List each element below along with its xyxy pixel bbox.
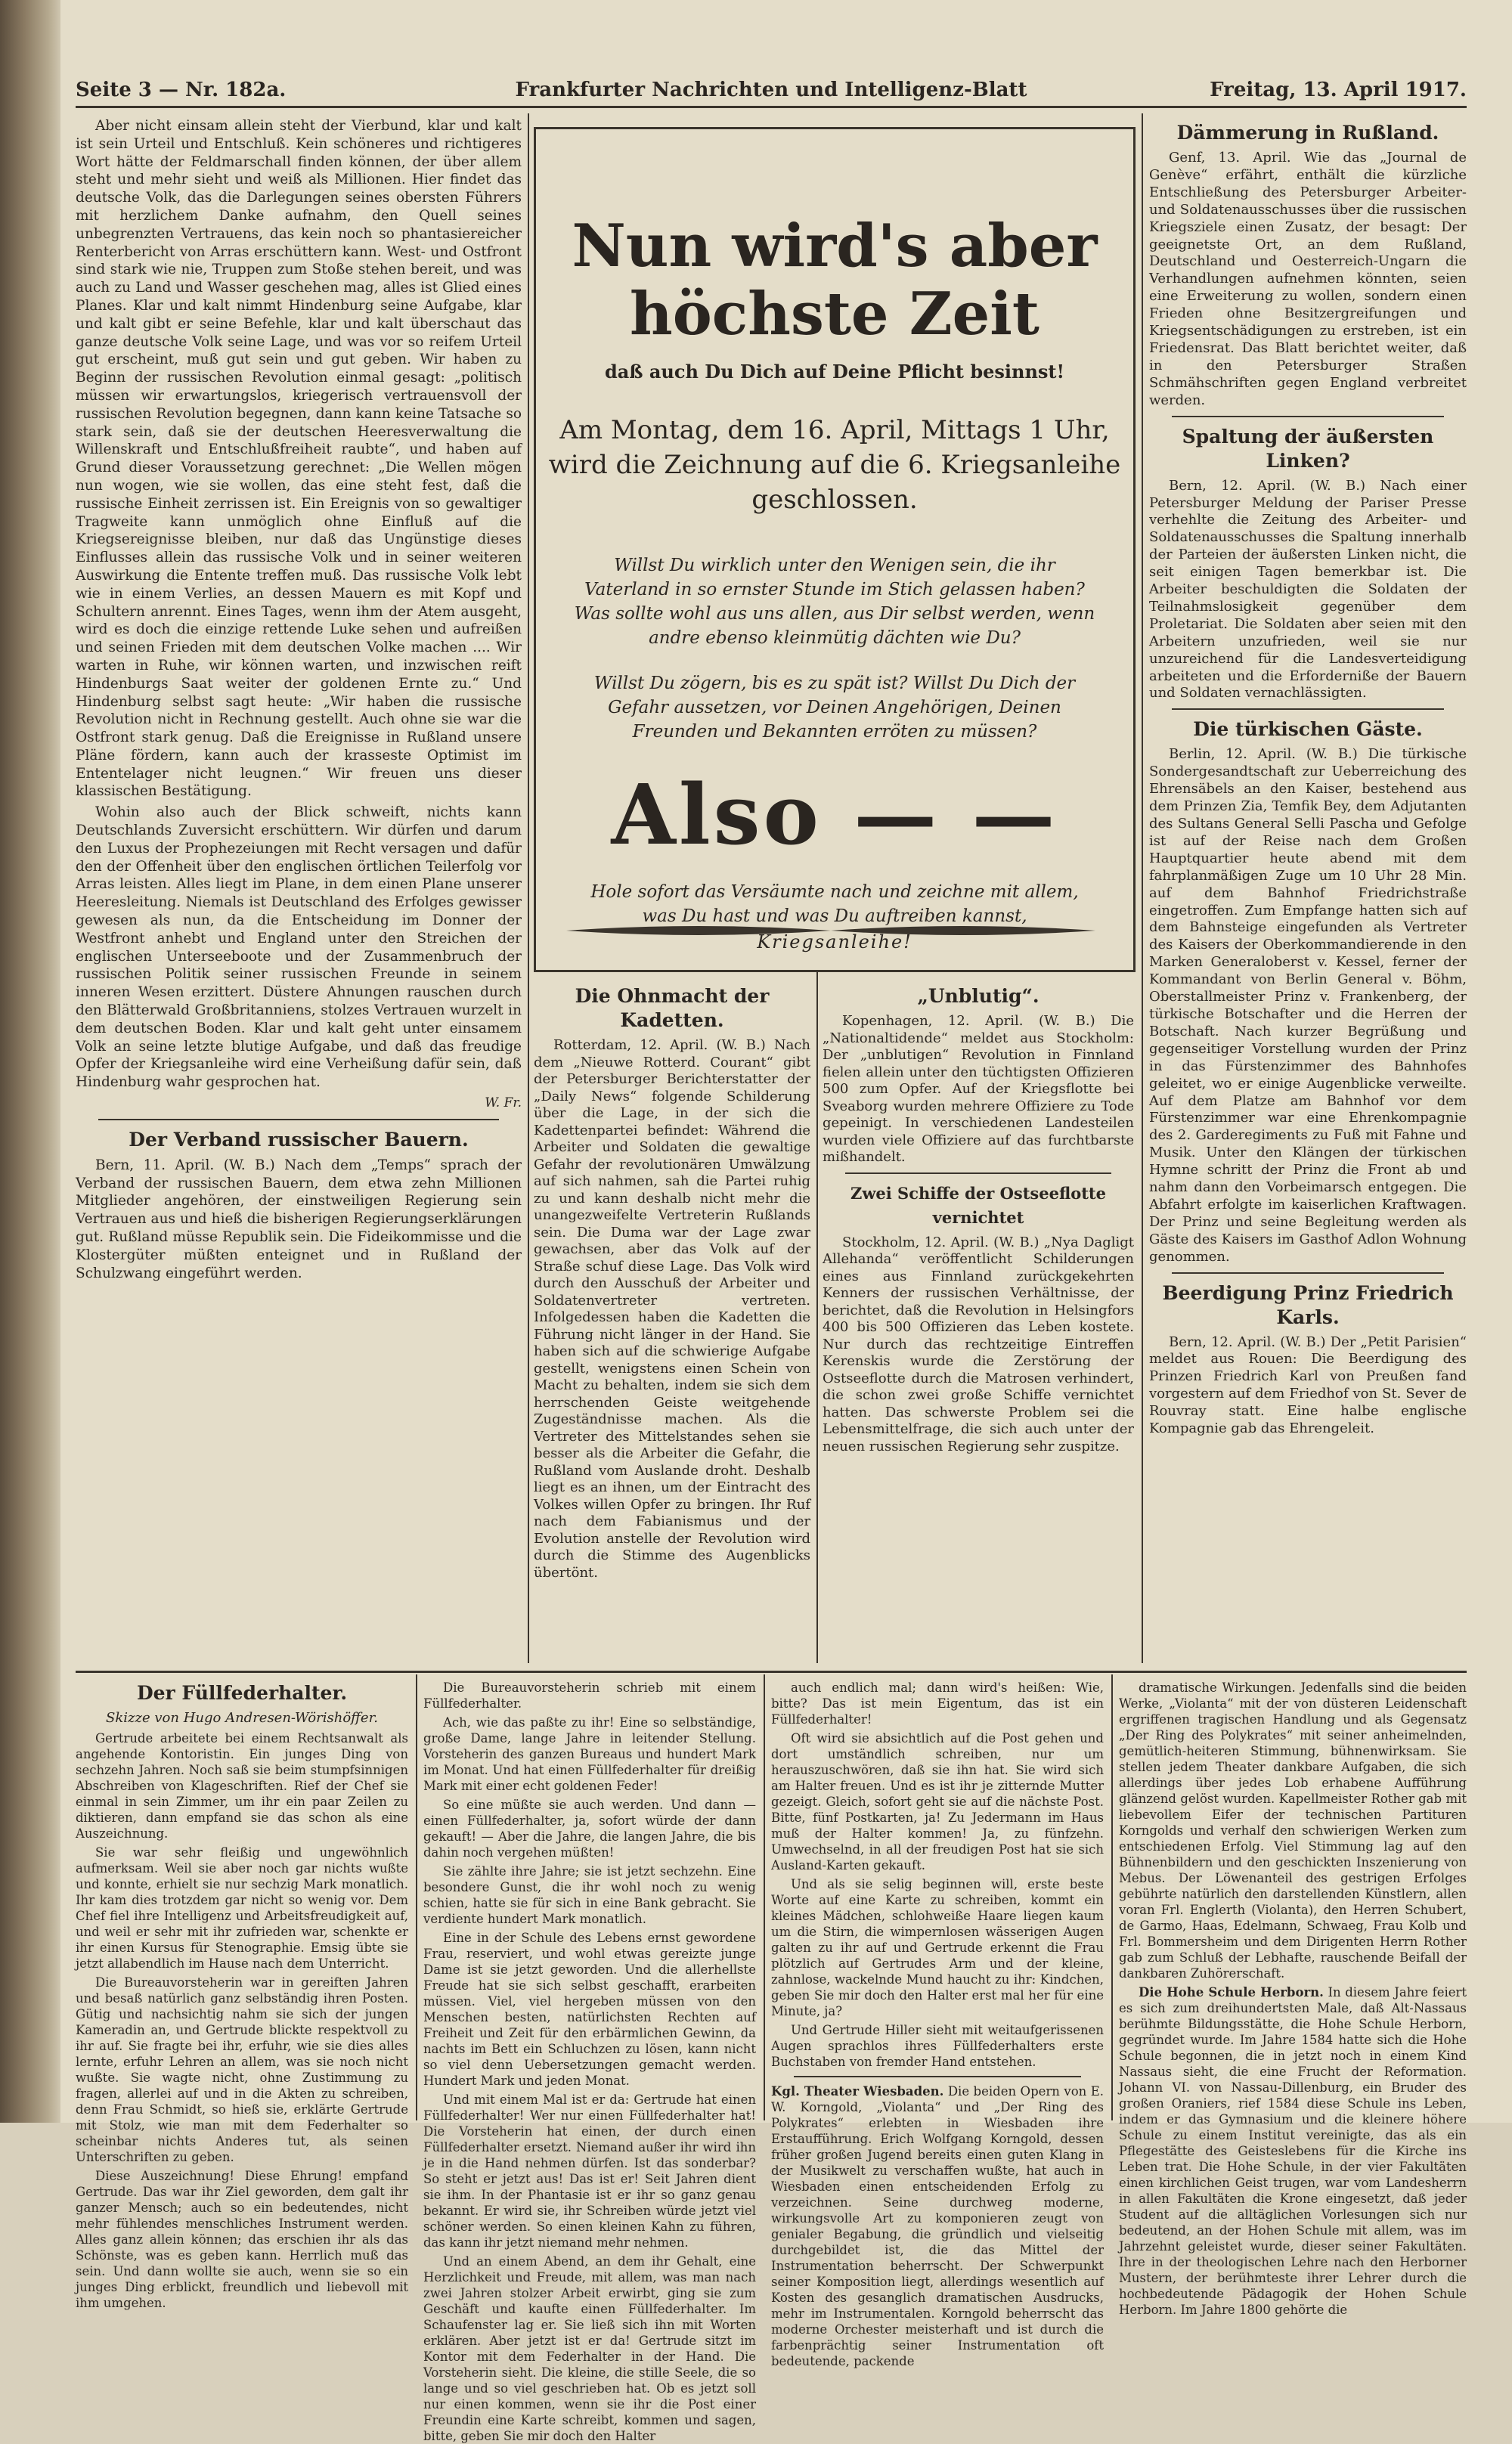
book-binding [0, 0, 60, 2123]
article-paragraph: Wohin also auch der Blick schweift, nichts kann Deutschlands Zuversicht erschüttern. Wir dürfen und darum den Luxus der Prophezeiungen mit Recht versagen und dafür den der Offenheit über den englischen örtlichen Teilerfolg vor Arras leisten. Alles liegt im Plane, in dem einen Plane unserer Heeresleitung. Niemals ist Deutschland des Erfolges gewisser gewesen als nun, da die Entscheidung im Donner der Westfront anhebt und England unter den Streichen der englischen Unterseeboote und der Zusammenbruch der russischen Politik seiner russischen Freunde in seinem inneren Wesen erzittert. Düstere Ahnungen rauschen durch den Blätterwald Großbritanniens, stolzes Vertrauen wurzelt in dem deutschen Boden. Klar und kalt geht unter einsamem Volk an seine letzte blutige Aufgabe, und daß das freudige Opfer der Kriegsanleihe wird eine Verheißung dafür sein, daß Hindenburg wahr gesprochen hat. [76, 804, 522, 1091]
column-rule [416, 1674, 417, 2120]
feuilleton-col-3 [771, 1680, 1104, 2368]
page-number: Seite 3 — Nr. 182a. [76, 79, 287, 101]
herborn-headline: Die Hohe Schule Herborn. [1139, 1985, 1324, 1999]
section-divider [794, 2076, 1081, 2077]
headline-daemmerung: Dämmerung in Rußland. [1176, 122, 1439, 144]
theater-headline: Kgl. Theater Wiesbaden. [771, 2084, 944, 2099]
column-2-kadetten [534, 977, 810, 1663]
ad-date-text: Am Montag, dem 16. April, Mittags 1 Uhr, wird die Zeichnung auf die 6. Kriegsanleihe geschlossen. [548, 415, 1121, 515]
ad-closing: Hole sofort das Versäumte nach und zeichne mit allem, was Du hast und was Du auftreiben kannst, [590, 882, 1079, 926]
story-paragraph: Und an einem Abend, an dem ihr Gehalt, eine Herzlichkeit und Freude, mit allem, was man nach zwei Jahren stolzer Arbeit erwirbt, ging sie zum Geschäft und kaufte einen Füllfederhalter. Im Schaufenster lag er. Sie ließ sich ihn mit Worten erklären. Aber jetzt ist er da! Gertrude sitzt im Kontor mit dem Federhalter in der Hand. Die Vorsteherin sieht. Die kleine, die stille Seele, die so lange und so viel geschrieben hat. Ob es jetzt soll nur einen kommen, wenn sie ihr die Post einer Freundin eine Karte schreibt, kommen und sagen, bitte, geben Sie mir doch den Halter [423, 2254, 756, 2443]
column-rule [764, 1674, 765, 2120]
story-paragraph: Oft wird sie absichtlich auf die Post gehen und dort umständlich schreiben, nur um herauszuschwören, daß sie ihn hat. Sie wird sich am Halter freuen. Und es ist ihr je zitternde Mutter gezeigt. Gleich, sofort geht sie auf die nächste Post. Bitte, fünf Postkarten, ja! Zu Jedermann im Haus muß der Halter kommen! Ja, zu fünfzehn. Umwechselnd, in all der freudigen Post hat sie sich Ausland-Karten gekauft. [771, 1731, 1104, 1872]
column-rule [1142, 113, 1143, 1663]
story-paragraph: dramatische Wirkungen. Jedenfalls sind die beiden Werke, „Violanta“ mit der von düsteren Leidenschaft ergriffenen tragischen Handlung und als Gegensatz „Der Ring des Polykrates“ mit seiner anheimelnden, gemütlich-heiteren Stimmung, bühnenwirksam. Sie stellen jedem Theater dankbare Aufgaben, die sich allerdings über jedes Lob erhabene Aufführung glänzend gelöst wurden. Kapellmeister Rother gab mit liebevollem Eifer der technischen Partituren Korngolds und verhalf den schwierigen Werken zum entschiedenen Erfolg. Viel Stimmung lag auf den Bühnenbildern und den geschickten Inszenierung von Mebus. Der Löwenanteil des gestrigen Erfolges gebührte natürlich den darstellenden Künstlern, allen voran Frl. Englerth (Violanta), den Herren Schubert, de Garmo, Haas, Edelmann, Schwaeg, Frau Kolb und Frl. Bommersheim und dem Dirigenten Herrn Rother gab zum Schluß der Lebhafte, rauschende Beifall der dankbaren Zuhörerschaft. [1119, 1680, 1467, 1981]
ad-question-1: Willst Du wirklich unter den Wenigen sein, die ihr Vaterland in so ernster Stunde im Stich gelassen haben? Was sollte wohl aus uns allen, aus Dir selbst werden, wenn andre ebenso kleinmütig dächten wie Du? [574, 556, 1095, 648]
issue-date: Freitag, 13. April 1917. [1210, 79, 1467, 101]
article-paragraph: Kopenhagen, 12. April. (W. B.) Die „Nationaltidende“ meldet aus Stockholm: Der „unblutigen“ Revolution in Finnland fielen allein unter den tüchtigsten Offizieren 500 zum Opfer. Auf der Kriegsflotte bei Sveaborg wurden mehrere Offiziere zu Tode gepeinigt. In verschiedenen Landesteilen wurden viele Offiziere auf das furchtbarste mißhandelt. [823, 1013, 1134, 1165]
ad-also: Also — — [611, 766, 1058, 863]
story-paragraph: Sie zählte ihre Jahre; sie ist jetzt sechzehn. Eine besondere Gunst, die ihr wohl noch zu wenig schien, hatte sie für sich in eine Bank gebracht. Sie verdiente hundert Mark monatlich. [423, 1864, 756, 1926]
ad-question-2: Willst Du zögern, bis es zu spät ist? Willst Du Dich der Gefahr aussetzen, vor Deinen Angehörigen, Deinen Freunden und Bekannten erröten zu müssen? [593, 674, 1076, 742]
feuilleton-col-2 [423, 1680, 756, 2443]
story-paragraph: auch endlich mal; dann wird's heißen: Wie, bitte? Das ist mein Eigentum, das ist ein Füllfederhalter! [771, 1680, 1104, 1727]
headline-schiffe: Zwei Schiffe der Ostseeflotte vernichtet [850, 1183, 1106, 1227]
article-paragraph: Berlin, 12. April. (W. B.) Die türkische Sondergesandtschaft zur Ueberreichung des Ehrensäbels an den Kaiser, bestehend aus dem Prinzen Zia, Temfik Bey, dem Adjutanten des Sultans General Selli Pascha und Gefolge ist auf der Reise nach dem Großen Hauptquartier heute abend mit dem fahrplanmäßigen Zuge um 10 Uhr 28 Min. auf dem Bahnhof Friedrichstraße eingetroffen. Zum Empfange hatten sich auf dem Bahnsteige eingefunden als Vertreter des Kaisers der Oberkommandierende in den Marken Generaloberst v. Kessel, ferner der Kommandant von Berlin General v. Böhm, Oberstallmeister Prinz v. Frankenberg, der türkische Botschafter und die Herren der Botschaft. Nach kurzer Begrüßung und gegenseitiger Vorstellung wurden der Prinz in das Fürstenzimmer des Bahnhofes geleitet, wo er einige Augenblicke verweilte. Auf dem Platze am Bahnhof vor dem Fürstenzimmer war eine Ehrenkompagnie des 2. Garderegiments zu Fuß mit Fahne und Musik. Unter den Klängen der türkischen Hymne schritt der Prinz die Front ab und nahm dann den Vorbeimarsch entgegen. Die Abfahrt erfolgte im kaiserlichen Kraftwagen. Der Prinz und seine Begleitung werden als Gäste des Kaisers im Gasthof Adlon Wohnung genommen. [1149, 746, 1467, 1265]
story-paragraph: Diese Auszeichnung! Diese Ehrung! empfand Gertrude. Das war ihr Ziel geworden, dem galt ihr ganzer Mensch; auch so ein bedeutendes, nicht mehr fühlendes menschliches Instrument werden. Alles ganz allein können; das erschien ihr als das Schönste, was es geben kann. Herrlich muß das sein. Und dann wollte sie auch, wenn sie so ein junges Ding erblickt, freundlich und liebevoll mit ihm umgehen. [76, 2169, 408, 2310]
ad-subtitle: daß auch Du Dich auf Deine Pflicht besinnst! [604, 361, 1065, 383]
feuilleton-byline: Skizze von Hugo Andresen-Wörishöffer. [106, 1710, 378, 1726]
section-divider [1172, 708, 1444, 710]
headline-unblutig: „Unblutig“. [917, 985, 1040, 1007]
herborn-article: In diesem Jahre feiert es sich zum dreihundertsten Male, daß Alt-Nassaus berühmte Bildungsstätte, die Hohe Schule Herborn, gegründet wurde. Im Jahre 1584 hatte sich die Hohe Schule begonnen, die in jetzt noch in einem Kind Nassaus sieht, die eine Frucht der Reformation. Johann VI. von Nassau-Dillenburg, ein Bruder des großen Oraniers, rief 1584 diese Schule ins Leben, indem er das Gymnasium und die kleinere höhere Schule zu einem Institut vereinigte, das als ein Pflegestätte des Geisteslebens für die Kirche ins Leben trat. Die Hohe Schule, in der vier Fakultäten einen kirchlichen Geist trugen, war vom Landesherrn in allen Fakultäten die Krone eingesetzt, daß jeder Student auf die alltäglichen Vorlesungen sich nur bedeutend, an der Hohen Schule mit allem, was im Jahrzehnt geleistet wurde, dieser seiner Fakultäten. Ihre in der theologischen Lehre nach den Herborner Mustern, der berühmteste ihrer Lehrer durch die hochbedeutende Pädagogik der Hohen Schule Herborn. Im Jahre 1800 gehörte die [1119, 1985, 1467, 2317]
story-paragraph: Und Gertrude Hiller sieht mit weitaufgerissenen Augen sprachlos ihres Füllfederhalters erste Buchstaben von fremder Hand entstehen. [771, 2023, 1104, 2069]
theater-review: Die beiden Opern von E. W. Korngold, „Violanta“ und „Der Ring des Polykrates“ erlebten in Wiesbaden ihre Erstaufführung. Erich Wolfgang Korngold, dessen früher großen Jugend bereits einen guten Klang in der Musikwelt zu verschaffen wußte, hat auch in Wiesbaden einen entscheidenden Erfolg zu verzeichnen. Seine durchweg moderne, wirkungsvolle Art zu komponieren zeugt von genialer Begabung, die gründlich und vielseitig durchgebildet ist, die das Mittel der Instrumentation beherrscht. Der Schwerpunkt seiner Komposition liegt, allerdings wesentlich auf Kosten des gesanglich dramatischen Ausdrucks, mehr im Instrumentalen. Korngold beherrscht das moderne Orchester meisterhaft und ist durch die farbenprächtig seiner Instrumentation oft bedeutende, packende [771, 2084, 1104, 2368]
section-divider [1172, 1272, 1444, 1274]
article-paragraph: Aber nicht einsam allein steht der Vierbund, klar und kalt ist sein Urteil und Entschluß. Kein schöneres und richtigeres Wort hätte der Feldmarschall finden können, der über allem steht und mehr sieht und weiß als Millionen. Hier findet das deutsche Volk, das die Darlegungen seines obersten Führers mit herzlichem Danke aufnahm, den Quell seines unbegrenzten Vertrauens, das kein noch so phantasiereicher Renterbericht von Arras erschüttern kann. West- und Ostfront sind stark wie nie, Truppen zum Stoße stehen bereit, und was auch zu Land und Wasser geschehen mag, alles ist Glied eines Planes. Klar und kalt nimmt Hindenburg seine Aufgabe, klar und kalt gibt er seine Befehle, klar und kalt überschaut das ganze deutsche Volk seine Lage, und was vor so reifem Urteil gut erscheint, muß gut sein und gut geben. Wir haben zu Beginn der russischen Revolution einmal gesagt: „politisch müssen wir erwartungslos, kriegerisch vertrauensvoll der russischen Revolution begegnen, dann kann keine Tatsache so stark sein, daß sie der deutschen Heeresverwaltung die Willenskraft und Entschlußfreiheit raubte“, und haben auf Grund dieser Voraussetzung gerechnet: „Die Wellen mögen nun wogen, wie sie wollen, das eine steht fest, daß die russische Einheit zerrissen ist. Ein Ereignis von so gewaltiger Tragweite kann unmöglich ohne Einfluß auf die Kriegsereignisse bleiben, nur daß das Ungünstige dieses Einflusses allein das russische Volk und in seiner weiteren Auswirkung die Entente treffen muß. Das russische Volk lebt wie in einem Verlies, an dessen Mauern es mit Kopf und Schultern anrennt. Eines Tages, wenn ihm der Atem ausgeht, wird es doch die einzige rettende Luke sehen und aufreißen und seinen Frieden mit dem deutschen Volke machen .... Wir warten in Ruhe, wir können warten, und inzwischen reift Hindenburgs Saat weiter der goldenen Ernte zu.“ Und Hindenburg selbst sagt heute: „Wir haben die russische Revolution nicht in Rechnung gestellt. Auch ohne sie war die Ostfront stark genug. Daß die Ereignisse in Rußland unsere Pläne fördern, kann auch der krasseste Optimist im Ententelager nicht leugnen.“ Wir freuen uns dieser klassischen Bestätigung. [76, 118, 522, 800]
column-3-articles [823, 977, 1134, 1663]
article-paragraph: Rotterdam, 12. April. (W. B.) Nach dem „Nieuwe Rotterd. Courant“ gibt der Petersburger Berichterstatter der „Daily News“ folgende Schilderung über die Lage, in der sich die Kadettenpartei befindet: Während die Arbeiter und Soldaten die gewaltige Gefahr der revolutionären Umwälzung auf sich nahmen, sah die Partei ruhig zu und kann deshalb nicht mehr die unangezweifelte Vertreterin Rußlands sein. Die Duma war der Lage zwar gewachsen, aber das Volk auf der Straße schuf diese Lage. Das Volk wird durch den Ausschuß der Arbeiter und Soldatenvertreter vertreten. Infolgedessen haben die Kadetten die Führung nicht länger in der Hand. Sie haben sich auf die schwierige Aufgabe gestellt, wenigstens einen Schein von Macht zu behalten, indem sie sich dem herrschenden Geiste weitgehende Zugeständnisse machen. Als die Vertreter des Mittelstandes sehen sie besser als die Arbeiter die Gefahr, die Rußland vom Auslande droht. Deshalb liegt es an ihnen, um der Eintracht des Volkes willen Opfer zu bringen. Ihr Ruf nach dem Fabianismus und der Evolution anstelle der Revolution wird durch die Stimme des Augenblicks übertönt. [534, 1037, 810, 1581]
headline-kadetten: Die Ohnmacht der Kadetten. [575, 985, 770, 1031]
column-rule [528, 113, 529, 1663]
headline-bauern: Der Verband russischer Bauern. [129, 1128, 469, 1151]
story-paragraph: Die Bureauvorsteherin schrieb mit einem Füllfederhalter. [423, 1680, 756, 1711]
ad-closing-2: Kriegsanleihe! [757, 931, 912, 953]
article-author: W. Fr. [485, 1095, 522, 1111]
story-paragraph: Eine in der Schule des Lebens ernst gewordene Frau, reserviert, und wohl etwas gereizte junge Dame ist sie jetzt geworden. Und die allerhellste Freude hat sie sich selbst geschafft, erarbeiten müssen. Viel, viel hergeben müssen von den Menschen besten, natürlichsten Rechten auf Freiheit und Zeit für den erbärmlichen Gewinn, da nachts im Bett ein Schluchzen zu lösen, kann nicht so viel denn Uebersetzungen gemacht werden. Hundert Mark und jeden Monat. [423, 1931, 756, 2088]
story-paragraph: Und mit einem Mal ist er da: Gertrude hat einen Füllfederhalter! Wer nur einen Füllfederhalter hat! Die Vorsteherin hat einen, der durch einen Füllfederhalter ersetzt. Niemand außer ihr wird ihn je in die Hand nehmen dürfen. Ist das sonderbar? So steht er jetzt aus! Das ist er! Seit Jahren dient sie ihm. In der Phantasie ist er ihr so ganz genau bekannt. Er wird sie, ihr Schreiben würde jetzt viel schöner werden. So einen kleinen Kahn zu führen, das kann ihr jetzt niemand mehr nehmen. [423, 2092, 756, 2250]
headline-tuerkische-gaeste: Die türkischen Gäste. [1193, 718, 1423, 741]
article-paragraph: Bern, 12. April. (W. B.) Nach einer Petersburger Meldung der Pariser Presse verhehlte die Zeitung des Arbeiter- und Soldatenausschusses die Spaltung innerhalb der Parteien der äußersten Linken nicht, die seit einigen Tagen bemerkbar ist. Die Arbeiter beschuldigten die Soldaten der Teilnahmslosigkeit gegenüber dem Proletariat. Die Soldaten aber seien mit den Arbeitern unzufrieden, weil sie nur unzureichend für die Landesverteidigung arbeiteten und die Erforderniße der Bauern und Soldaten vernachlässigten. [1149, 477, 1467, 702]
story-paragraph: Ach, wie das paßte zu ihr! Eine so selbständige, große Dame, lange Jahre in leitender Stellung. Vorsteherin des ganzen Bureaus und hundert Mark im Monat. Und hat einen Füllfederhalter für dreißig Mark mit einer echt goldenen Feder! [423, 1715, 756, 1793]
section-divider [845, 1172, 1111, 1174]
section-divider [1172, 416, 1444, 417]
feuilleton-rule [76, 1671, 1467, 1673]
section-divider [98, 1119, 499, 1120]
column-rule [816, 971, 818, 1663]
feuilleton-col-1 [76, 1680, 408, 2310]
feuilleton-headline: Der Füllfederhalter. [136, 1682, 348, 1704]
column-4-news [1149, 113, 1467, 1663]
story-paragraph: Und als sie selig beginnen will, erste beste Worte auf eine Karte zu schreiben, kommt ein kleines Mädchen, schlohweiße Haare liegen kaum um die Stirn, die wimpernlosen wässerigen Augen galten zu ihr auf und Gertrude erkennt die Frau plötzlich auf Gertrudes Arm und der kleine, zahnlose, wackelnde Mund haucht zu ihr: Kindchen, geben Sie mir doch den Halter erst mal her für eine Minute, ja? [771, 1877, 1104, 2018]
article-paragraph: Genf, 13. April. Wie das „Journal de Genève“ erfährt, enthält die kürzliche Entschließung des Petersburger Arbeiter- und Soldatenausschusses über die russischen Kriegsziele einen Zusatz, der besagt: Der geeignetste Ort, an dem Rußland, Deutschland und Oesterreich-Ungarn die Verhandlungen aufnehmen könnten, seien eine Erweiterung zu wollen, sondern einen Frieden ohne Besitzergreifungen und Kriegsentschädigungen zu erstreben, ist ein Friedensrat. Das Blatt berichtet weiter, daß in den Petersburger Straßen Schmähschriften gegen England verbreitet werden. [1149, 150, 1467, 408]
feuilleton-col-4 [1119, 1680, 1467, 2317]
story-paragraph: Die Bureauvorsteherin war in gereiften Jahren und besaß natürlich ganz selbständig ihren Posten. Gütig und nachsichtig nahm sie sich der jungen Kameradin an, und Gertrude blickte respektvoll zu ihr auf. Sie fragte bei ihr, erfuhr, wie sie dies alles lernte, erfuhr Lehren an allem, was sie noch nicht wußte. Sie wagte nicht, ohne Zustimmung zu fragen, allerlei auf und in die Akten zu schreiben, denn Frau Schmidt, so hieß sie, erklärte Gertrude mit Stolz, wie man mit dem Federhalter so scheinbar nichts Anderes tut, als seinen Unterschriften zu geben. [76, 1975, 408, 2164]
article-paragraph: Stockholm, 12. April. (W. B.) „Nya Dagligt Allehanda“ veröffentlicht Schilderungen eines aus Finnland zurückgekehrten Kenners der russischen Verhältnisse, der berichtet, daß die Revolution in Helsingfors 400 bis 500 Offizieren das Leben kostete. Nur durch das rechtzeitige Eintreffen Kerenskis wurde die Zerstörung der Ostseeflotte durch die Matrosen verhindert, die schon zwei große Schiffe vernichtet hatten. Das schwerste Problem sei die Lebensmittelfrage, die sich auch unter der neuen russischen Regierung sehr zuspitze. [823, 1234, 1134, 1454]
article-paragraph: Bern, 12. April. (W. B.) Der „Petit Parisien“ meldet aus Rouen: Die Beerdigung des Prinzen Friedrich Karl von Preußen fand vorgestern auf dem Friedhof von St. Sever de Rouvray statt. Eine halbe englische Kompagnie gab das Ehrengeleit. [1149, 1334, 1467, 1437]
headline-beerdigung: Beerdigung Prinz Friedrich Karls. [1162, 1281, 1454, 1328]
headline-spaltung: Spaltung der äußersten Linken? [1182, 425, 1434, 472]
page-header [76, 76, 1467, 108]
story-paragraph: So eine müßte sie auch werden. Und dann — einen Füllfederhalter, ja, sofort würde der dann gekauft! — Aber die Jahre, die langen Jahre, die bis dahin noch vergehen müßten! [423, 1798, 756, 1860]
newspaper-title: Frankfurter Nachrichten und Intelligenz-Blatt [515, 79, 1027, 101]
story-paragraph: Gertrude arbeitete bei einem Rechtsanwalt als angehende Kontoristin. Ein junges Ding von sechzehn Jahren. Noch saß sie beim stumpfsinnigen Abschreiben von Klageschriften. Rief der Chef sie einmal in sein Zimmer, um ihr ein paar Zeilen zu diktieren, dann empfand sie das schon als eine Auszeichnung. [76, 1731, 408, 1841]
column-rule [1111, 1674, 1113, 2120]
war-loan-advertisement [534, 127, 1136, 972]
story-paragraph: Sie war sehr fleißig und ungewöhnlich aufmerksam. Weil sie aber noch gar nichts wußte und konnte, erhielt sie nur sechzig Mark monatlich. Ihr kam dies trotzdem gar nicht so wenig vor. Dem Chef fiel ihre Intelligenz und Arbeitsfreudigkeit auf, und weil er sehr mit ihr zufrieden war, schenkte er ihr einen Kursus für Stenographie. Emsig übte sie jetzt allabendlich im Hause nach dem Unterricht. [76, 1845, 408, 1971]
article-paragraph: Bern, 11. April. (W. B.) Nach dem „Temps“ sprach der Verband der russischen Bauern, dem etwa zehn Millionen Mitglieder angehören, der einstweiligen Regierung sein Vertrauen aus und hieß die bisherigen Regierungserklärungen gut. Rußland müsse Republik sein. Die Fideikommisse und die Klostergüter müßten enteignet und in Rußland der Schulzwang eingeführt werden. [76, 1157, 522, 1281]
column-1-article [76, 117, 522, 1663]
ad-title: Nun wird's aber höchste Zeit [572, 212, 1098, 348]
ornament-rule [566, 922, 1095, 940]
